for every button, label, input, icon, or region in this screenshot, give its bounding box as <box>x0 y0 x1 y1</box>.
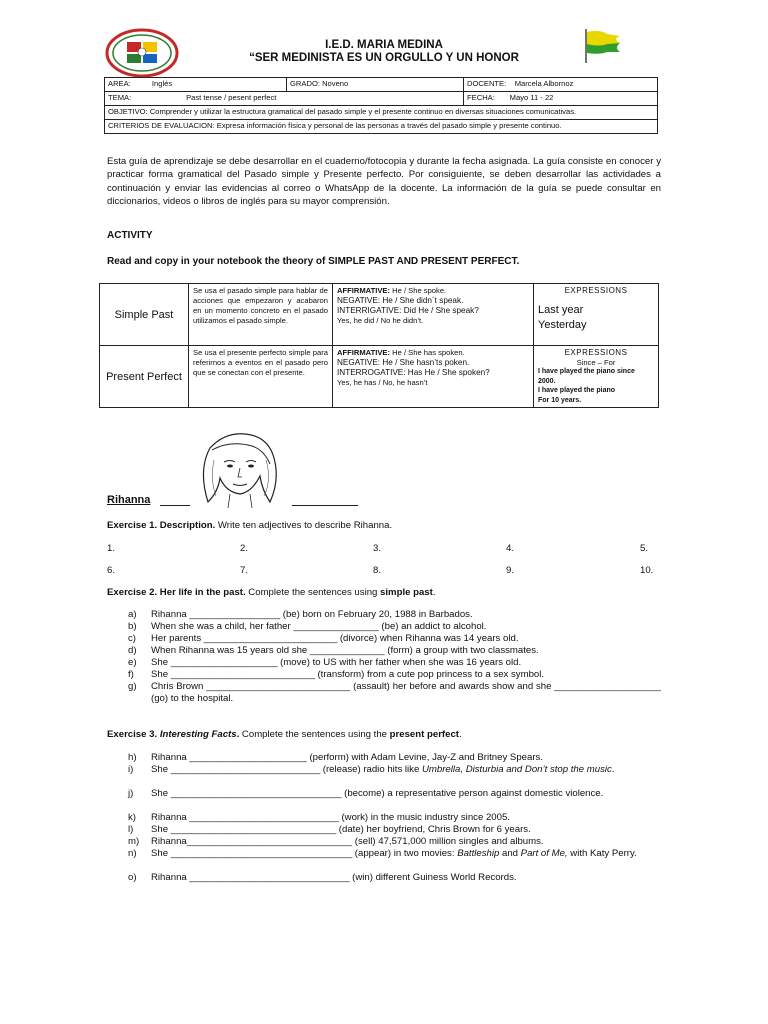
criterios-text: Expresa información física y personal de las personas a través del pasado simple y presente continuo. <box>216 121 562 130</box>
item-text: Rihanna ______________________________ (win) different Guiness World Records. <box>151 872 517 883</box>
present-perfect-expressions <box>534 346 659 408</box>
expressions-title: EXPRESSIONS <box>564 286 628 295</box>
tema-label: TEMA: <box>108 93 132 102</box>
present-perfect-interrogative: INTERROGATIVE: Has He / She spoken? <box>337 368 490 377</box>
item-text <box>151 848 661 860</box>
item-label: l) <box>128 824 134 835</box>
area-cell <box>105 78 287 92</box>
item-text-italic-2: Part of Me, <box>520 848 568 859</box>
item-text-post: with Katy Perry. <box>567 848 637 859</box>
item-label: m) <box>128 836 140 847</box>
aff-label: AFFIRMATIVE: <box>337 348 391 357</box>
item-label: e) <box>128 657 137 668</box>
expression-for-2: For 10 years. <box>538 396 582 404</box>
item-text <box>151 764 661 776</box>
item-text-post: . <box>611 764 615 775</box>
expressions-since-for: Since – For <box>576 357 616 367</box>
item-text-italic: Battleship <box>457 848 500 859</box>
exercise2-text-bold: simple past <box>380 587 433 598</box>
institution-name: I.E.D. MARIA MEDINA <box>325 39 443 51</box>
item-label: g) <box>128 681 137 692</box>
ex1-number-5: 5. <box>640 543 649 554</box>
item-label: b) <box>128 621 137 632</box>
item-text: Rihanna ____________________________ (work) in the music industry since 2005. <box>151 812 510 823</box>
objetivo-cell <box>105 106 658 120</box>
aff-label: AFFIRMATIVE: <box>337 286 391 295</box>
objetivo-label: OBJETIVO: <box>108 107 148 116</box>
exercise1-heading <box>107 520 392 531</box>
simple-past-forms <box>333 284 534 346</box>
intro-paragraph: Esta guía de aprendizaje se debe desarrollar en el cuaderno/fotocopia y durante la fecha asignada. La guía consiste en conocer y practicar forma gramatical del Pasado simple y Presente perfecto. Por consiguiente, se deben desarrollar las actividades a continuación y enviar las evidencias al correo o WhatsApp de la docente. La información de la guía se puede consultar en diccionarios, videos o libros de inglés para su mayor comprensión. <box>107 156 661 207</box>
item-text: Rihanna _________________ (be) born on February 20, 1988 in Barbados. <box>151 609 473 620</box>
fecha-value: Mayo 11 - 22 <box>509 93 554 102</box>
present-perfect-row <box>100 346 659 408</box>
exercise3-text: Complete the sentences using the <box>239 729 390 740</box>
activity-title: ACTIVITY <box>107 230 153 241</box>
exercise2-text-end: . <box>432 587 436 598</box>
tema-cell <box>105 92 464 106</box>
item-text-pre: She __________________________________ (appear) in two movies: <box>151 848 458 859</box>
grado-cell: GRADO: Noveno <box>287 78 464 92</box>
ex1-number-7: 7. <box>240 565 249 576</box>
present-perfect-tense: Present Perfect <box>100 346 189 408</box>
simple-past-definition: Se usa el pasado simple para hablar de acciones que empezaron y acabaron en un momento concreto en el pasado utilizamos el pasado simple. <box>189 284 333 346</box>
ex1-number-9: 9. <box>506 565 515 576</box>
ex1-number-3: 3. <box>373 543 382 554</box>
item-label: d) <box>128 645 137 656</box>
expression-yesterday: Yesterday <box>538 319 587 331</box>
subject-name: Rihanna <box>107 494 151 506</box>
item-label: c) <box>128 633 136 644</box>
exercise3-title-italic: Interesting Facts <box>159 729 237 740</box>
item-text: Rihanna_______________________________ (sell) 47,571,000 million singles and albums. <box>151 836 544 847</box>
school-motto: “SER MEDINISTA ES UN ORGULLO Y UN HONOR <box>249 52 519 64</box>
expression-last-year: Last year <box>538 304 584 316</box>
simple-past-negative: NEGATIVE: He / She didn´t speak. <box>337 296 464 305</box>
ex1-number-6: 6. <box>107 565 116 576</box>
item-text: She ____________________ (move) to US with her father when she was 16 years old. <box>151 657 522 668</box>
docente-value: Marcela Albornoz <box>514 79 574 88</box>
simple-past-affirmative <box>337 286 529 296</box>
item-text: She ________________________________ (become) a representative person against domestic violence. <box>151 788 604 799</box>
item-label: a) <box>128 609 137 620</box>
exercise1-text: Write ten adjectives to describe Rihanna. <box>215 520 393 531</box>
exercise3-text-end: . <box>458 729 462 740</box>
exercise3-title: Exercise 3. <box>107 729 160 740</box>
present-perfect-negative: NEGATIVE: He / She hasn’ts poken. <box>337 358 470 367</box>
item-text-italic: Umbrella, Disturbia and Don’t stop the music <box>421 764 612 775</box>
expression-for-1: I have played the piano <box>538 387 616 394</box>
present-perfect-short: Yes, he has / No, he hasn’t <box>337 378 428 387</box>
ex1-number-8: 8. <box>373 565 382 576</box>
aff-text: He / She has spoken. <box>390 348 465 357</box>
ex1-number-10: 10. <box>640 565 654 576</box>
rihanna-portrait-image <box>190 430 290 510</box>
item-label: o) <box>128 872 137 883</box>
fecha-label: FECHA: <box>467 93 495 102</box>
item-text: Chris Brown ___________________________ (assault) her before and awards show and she ____________________ (go) to the hospital. <box>151 681 661 704</box>
present-perfect-forms <box>333 346 534 408</box>
item-text: When Rihanna was 15 years old she ______________ (form) a group with two classmates. <box>151 645 539 656</box>
name-underline-1 <box>160 505 190 506</box>
item-text: When she was a child, her father ________________ (be) an addict to alcohol. <box>151 621 487 632</box>
simple-past-expressions <box>534 284 659 346</box>
exercise2-heading <box>107 587 436 598</box>
exercise3-heading <box>107 729 462 740</box>
simple-past-tense: Simple Past <box>100 284 189 346</box>
activity-instruction: Read and copy in your notebook the theory of SIMPLE PAST AND PRESENT PERFECT. <box>107 256 520 267</box>
item-label: i) <box>128 764 134 775</box>
ex1-number-1: 1. <box>107 543 116 554</box>
objetivo-text: Comprender y utilizar la estructura gramatical del pasado simple y el presente continuo en diversas situaciones comunicativas. <box>149 107 577 116</box>
exercise3-title-end: . <box>236 729 240 740</box>
item-text-mid: and <box>499 848 521 859</box>
area-value: Inglés <box>151 79 173 88</box>
item-label: j) <box>128 788 134 799</box>
info-table <box>104 77 658 134</box>
item-text-pre: She ____________________________ (release) radio hits like <box>151 764 422 775</box>
fecha-cell <box>464 92 658 106</box>
simple-past-interrogative: INTERRIGATIVE: Did He / She speak? <box>337 306 479 315</box>
item-text: Rihanna ______________________ (perform) with Adam Levine, Jay-Z and Britney Spears. <box>151 752 543 763</box>
item-text: Her parents _________________________ (divorce) when Rihanna was 14 years old. <box>151 633 519 644</box>
expression-since: I have played the piano since 2000. <box>538 368 635 385</box>
tema-value: Past tense / pesent perfect <box>186 93 277 102</box>
exercise1-title: Exercise 1. Description. <box>107 520 216 531</box>
criterios-label: CRITERIOS DE EVALUACION: <box>108 121 215 130</box>
ex1-number-2: 2. <box>240 543 249 554</box>
item-text: She _______________________________ (date) her boyfriend, Chris Brown for 6 years. <box>151 824 531 835</box>
exercise2-text: Complete the sentences using <box>245 587 381 598</box>
ex1-number-4: 4. <box>506 543 515 554</box>
simple-past-row <box>100 284 659 346</box>
expressions-title: EXPRESSIONS <box>564 348 628 357</box>
area-label: AREA: <box>108 79 131 88</box>
exercise3-text-bold: present perfect <box>389 729 459 740</box>
present-perfect-affirmative <box>337 348 529 358</box>
present-perfect-definition: Se usa el presente perfecto simple para referirnos a eventos en el pasado pero que se conectan con el presente. <box>189 346 333 408</box>
item-label: n) <box>128 848 137 859</box>
item-label: f) <box>128 669 134 680</box>
docente-label: DOCENTE: <box>467 79 507 88</box>
name-underline-2 <box>292 505 358 506</box>
item-label: k) <box>128 812 136 823</box>
criterios-cell <box>105 120 658 134</box>
item-text: She ___________________________ (transform) from a cute pop princess to a sex symbol. <box>151 669 545 680</box>
aff-text: He / She spoke. <box>390 286 447 295</box>
simple-past-short: Yes, he did / No he didn’t. <box>337 316 424 325</box>
theory-table <box>99 283 659 408</box>
docente-cell <box>464 78 658 92</box>
item-label: h) <box>128 752 137 763</box>
exercise2-title: Exercise 2. Her life in the past. <box>107 587 246 598</box>
